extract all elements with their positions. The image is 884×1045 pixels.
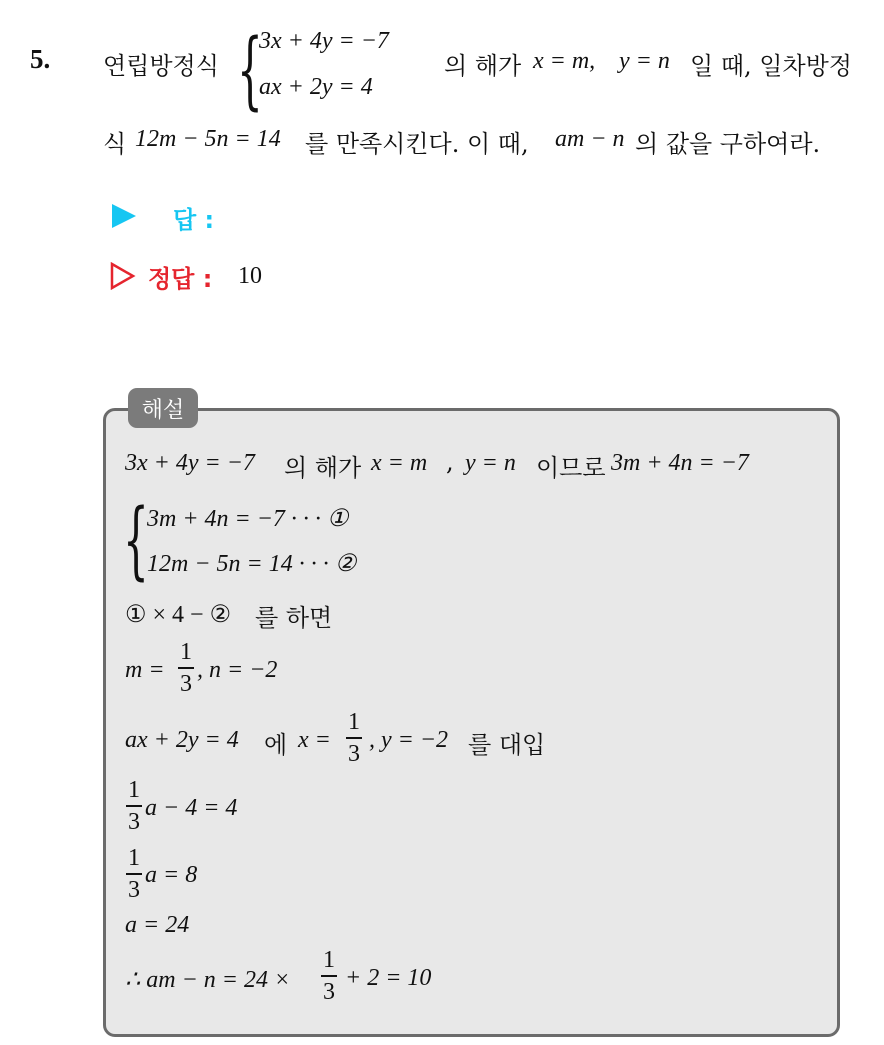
sol-line6-y: , y = −2	[369, 727, 449, 753]
correct-answer-value: 10	[238, 263, 262, 289]
question-expr: am − n	[555, 126, 625, 152]
sol-line1-text2: 이므로	[536, 454, 606, 482]
system-eq2: ax + 2y = 4	[259, 74, 373, 100]
question-number: 5.	[30, 44, 51, 74]
sol-line1-text1: 의 해가	[284, 454, 362, 482]
question-text-4: 를 만족시킨다. 이 때,	[305, 130, 529, 158]
question-text-5: 의 값을 구하여라.	[635, 130, 821, 158]
fraction-bar	[126, 805, 142, 807]
sol-line10-fraction	[321, 948, 337, 1004]
sol-line10-den: 3	[323, 978, 335, 1005]
sol-line7-num: 1	[128, 777, 140, 803]
fraction-bar	[321, 975, 337, 977]
sol-system-brace: {	[123, 490, 149, 589]
sol-line5-n: , n = −2	[197, 657, 278, 683]
question-eq: 12m − 5n = 14	[135, 126, 281, 152]
sol-line8-den: 3	[128, 876, 140, 903]
sol-line8-num: 1	[128, 845, 140, 871]
fraction-bar	[178, 667, 194, 669]
correct-answer-label: 정답 :	[148, 265, 213, 293]
sol-system-eq1: 3m + 4n = −7 · · · ①	[147, 506, 349, 532]
sol-line10-b: + 2 = 10	[345, 965, 432, 991]
sol-line8-rest: a = 8	[145, 862, 198, 888]
sol-line1-result: 3m + 4n = −7	[611, 450, 749, 476]
sol-line5-m: m =	[125, 657, 165, 683]
question-cond-x: x = m,	[533, 48, 596, 74]
sol-line6-text1: 에	[264, 731, 288, 759]
system-brace: {	[237, 20, 263, 119]
sol-line6-eq: ax + 2y = 4	[125, 727, 239, 753]
question-text-2: 일 때, 일차방정	[690, 52, 852, 80]
sol-line5-num: 1	[180, 639, 192, 665]
sol-line6-num: 1	[348, 709, 360, 735]
sol-line9: a = 24	[125, 912, 190, 938]
answer-label: 답 :	[173, 206, 215, 234]
sol-line8-fraction	[126, 846, 142, 902]
question-intro: 연립방정식	[103, 52, 219, 80]
answer-arrow-icon	[112, 204, 136, 228]
sol-line10-num: 1	[323, 947, 335, 973]
system-eq1: 3x + 4y = −7	[259, 28, 389, 54]
sol-line6-x: x =	[298, 727, 331, 753]
sol-line6-fraction	[346, 710, 362, 766]
sol-line4-text: 를 하면	[255, 604, 333, 632]
sol-line4-expr: ① × 4 − ②	[125, 602, 232, 628]
sol-line1-x: x = m	[371, 450, 428, 476]
question-text-1: 의 해가	[444, 52, 522, 80]
question-cond-y: y = n	[619, 48, 670, 74]
sol-line7-rest: a − 4 = 4	[145, 795, 238, 821]
sol-line5-den: 3	[180, 670, 192, 697]
sol-line10-a: ∴ am − n = 24 ×	[125, 967, 291, 993]
fraction-bar	[346, 737, 362, 739]
solution-box	[103, 408, 840, 1037]
fraction-bar	[126, 873, 142, 875]
correct-arrow-icon	[110, 262, 136, 290]
solution-tab: 해설	[128, 388, 198, 428]
sol-line6-den: 3	[348, 740, 360, 767]
sol-line5-fraction	[178, 640, 194, 696]
sol-line1-comma: ,	[446, 448, 454, 476]
sol-line6-text2: 를 대입	[468, 731, 546, 759]
sol-line7-den: 3	[128, 808, 140, 835]
sol-line1-y: y = n	[465, 450, 516, 476]
sol-system-eq2: 12m − 5n = 14 · · · ②	[147, 551, 357, 577]
question-text-3: 식	[103, 130, 127, 158]
sol-line7-fraction	[126, 778, 142, 834]
sol-line1-eq: 3x + 4y = −7	[125, 450, 255, 476]
